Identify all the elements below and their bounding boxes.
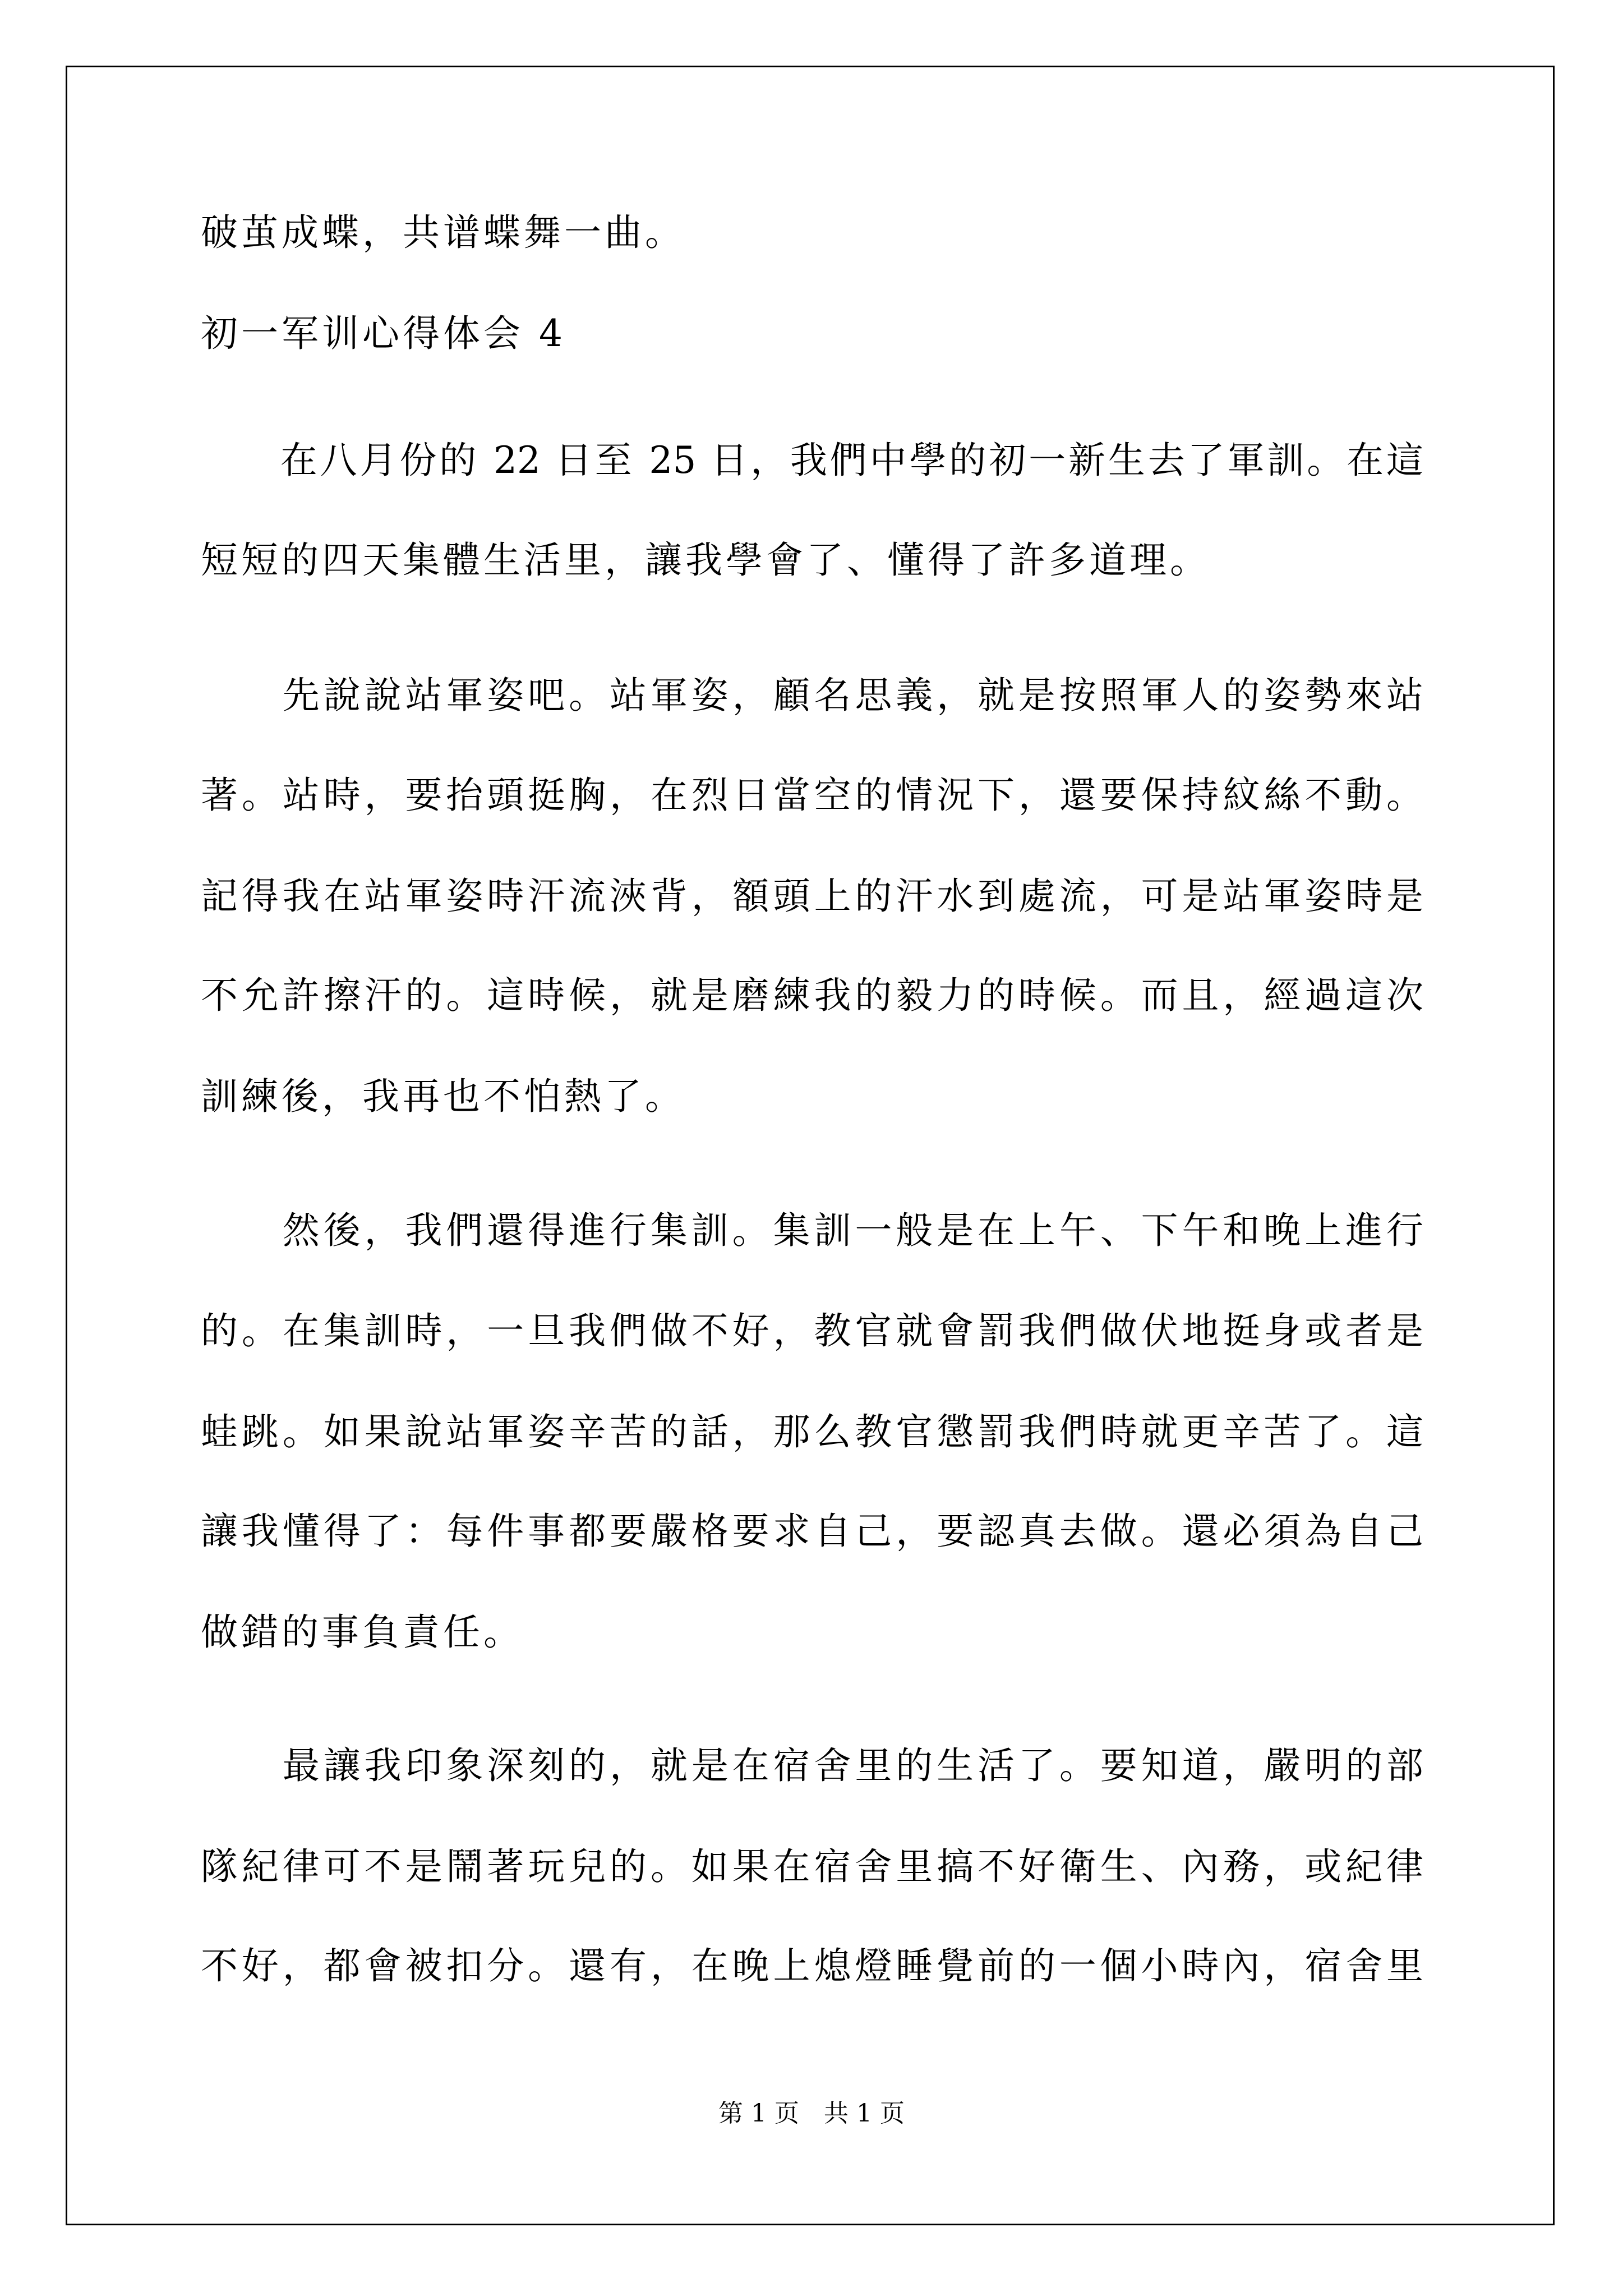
text-line: 短短的四天集體生活里，讓我學會了、懂得了許多道理。 (201, 539, 1210, 582)
text-line: 蛙跳。如果說站軍姿辛苦的話，那么教官懲罰我們時就更辛苦了。這 (201, 1410, 1423, 1453)
text-line: 記得我在站軍姿時汗流浹背，額頭上的汗水到處流，可是站軍姿時是 (201, 875, 1423, 918)
text-line: 在八月份的 22 日至 25 日，我們中學的初一新生去了軍訓。在這 (201, 439, 1423, 482)
text-line: 的。在集訓時，一旦我們做不好，教官就會罰我們做伏地挺身或者是 (201, 1309, 1423, 1352)
text-line: 先說說站軍姿吧。站軍姿，顧名思義，就是按照軍人的姿勢來站 (201, 674, 1423, 717)
text-line: 最讓我印象深刻的，就是在宿舍里的生活了。要知道，嚴明的部 (201, 1744, 1423, 1787)
text-line: 然後，我們還得進行集訓。集訓一般是在上午、下午和晚上進行 (201, 1209, 1423, 1252)
text-line: 不允許擦汗的。這時候，就是磨練我的毅力的時候。而且，經過這次 (201, 974, 1423, 1017)
page-footer: 第 1 页 共 1 页 (718, 2099, 905, 2128)
text-line: 訓練後，我再也不怕熱了。 (201, 1075, 685, 1118)
text-line: 著。站時，要抬頭挺胸，在烈日當空的情況下，還要保持紋絲不動。 (201, 774, 1423, 817)
text-line: 不好，都會被扣分。還有，在晚上熄燈睡覺前的一個小時內，宿舍里 (201, 1944, 1423, 1987)
text-line: 做錯的事負責任。 (201, 1611, 524, 1654)
section-heading: 初一军训心得体会 4 (201, 312, 566, 355)
text-line: 讓我懂得了：每件事都要嚴格要求自己，要認真去做。還必須為自己 (201, 1510, 1423, 1553)
text-line: 隊紀律可不是鬧著玩兒的。如果在宿舍里搞不好衛生、內務，或紀律 (201, 1845, 1423, 1888)
text-line: 破茧成蝶，共谱蝶舞一曲。 (201, 211, 685, 254)
page-border (66, 66, 1555, 2225)
